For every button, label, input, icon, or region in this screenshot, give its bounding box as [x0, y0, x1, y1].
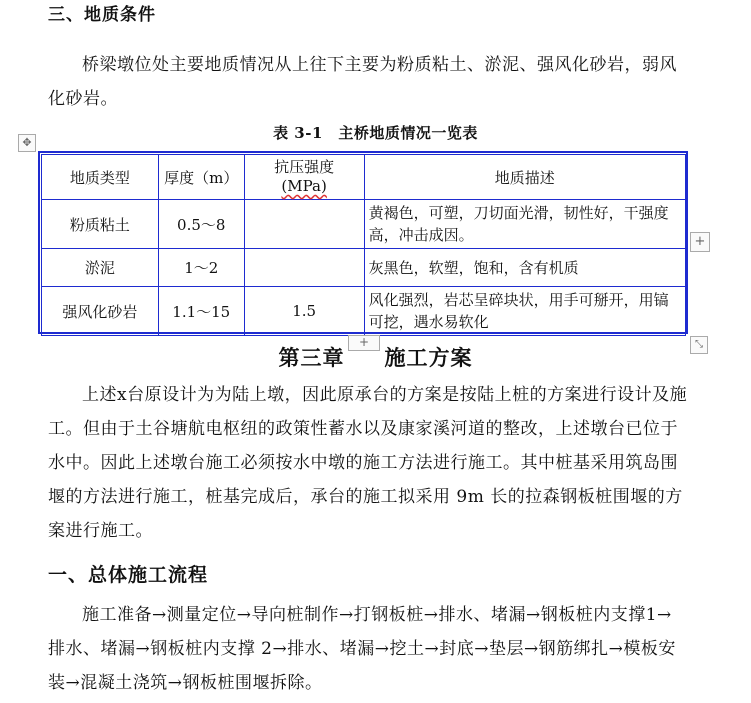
table-move-handle-icon[interactable]: ✥: [18, 134, 36, 152]
header-strength-unit: (MPa): [281, 177, 327, 195]
cell-strength[interactable]: 1.5: [244, 287, 364, 336]
process-paragraph-text: 施工准备→测量定位→导向桩制作→打钢板桩→排水、堵漏→钢板桩内支撑1→排水、堵漏→钢板桩内支撑 2→排水、堵漏→挖土→封底→垫层→钢筋绑扎→模板安装→混凝土浇筑→钢板桩围堰拆除。: [48, 605, 676, 693]
section-heading-process: 一、总体施工流程: [48, 564, 209, 586]
geology-table[interactable]: [41, 154, 686, 336]
geology-paragraph: [48, 48, 688, 116]
add-column-icon[interactable]: +: [690, 232, 710, 252]
chapter-number: 第三章: [278, 345, 345, 370]
chapter-paragraph-text: 上述x台原设计为为陆上墩，因此原承台的方案是按陆上桩的方案进行设计及施工。但由于土谷塘航电枢纽的政策性蓄水以及康家溪河道的整改，上述墩台已位于水中。因此上述墩台施工必须按水中墩的施工方法进行施工。其中桩基采用筑岛围堰的方法进行施工，桩基完成后，承台的施工拟采用 9m 长的拉森钢板桩围堰的方案进行施工。: [48, 385, 688, 541]
chapter-title: 施工方案: [384, 345, 473, 370]
cell-description[interactable]: 风化强烈，岩芯呈碎块状，用手可掰开，用镐可挖，遇水易软化: [364, 287, 685, 336]
cell-thickness[interactable]: 1.1～15: [158, 287, 244, 336]
header-strength-label: 抗压强度: [274, 158, 335, 176]
cell-strength[interactable]: [244, 200, 364, 249]
header-cell-type[interactable]: 地质类型: [42, 155, 159, 200]
cell-type[interactable]: 粉质粘土: [42, 200, 159, 249]
cell-thickness[interactable]: 1～2: [158, 249, 244, 287]
cell-type[interactable]: 淤泥: [42, 249, 159, 287]
cell-strength[interactable]: [244, 249, 364, 287]
header-cell-description[interactable]: 地质描述: [364, 155, 685, 200]
table-row: [42, 200, 686, 249]
cell-description[interactable]: 灰黑色，软塑，饱和，含有机质: [364, 249, 685, 287]
table-resize-handle-icon[interactable]: ⤡: [690, 336, 708, 354]
chapter-heading: [0, 342, 751, 372]
header-cell-strength[interactable]: [244, 155, 364, 200]
section-heading-geology: 三、地质条件: [48, 5, 156, 25]
cell-description[interactable]: 黄褐色，可塑，刀切面光滑，韧性好，干强度高，冲击成因。: [364, 200, 685, 249]
geology-paragraph-text: 桥梁墩位处主要地质情况从上往下主要为粉质粘土、淤泥、强风化砂岩，弱风化砂岩。: [48, 55, 677, 109]
table-caption: 表 3-1 主桥地质情况一览表: [273, 124, 478, 142]
table-row: [42, 249, 686, 287]
cell-type[interactable]: 强风化砂岩: [42, 287, 159, 336]
table-header-row: [42, 155, 686, 200]
cell-thickness[interactable]: 0.5～8: [158, 200, 244, 249]
process-paragraph: [48, 598, 688, 700]
header-cell-thickness[interactable]: 厚度（m）: [158, 155, 244, 200]
chapter-paragraph: [48, 378, 688, 548]
add-row-icon[interactable]: +: [348, 335, 380, 351]
table-row: [42, 287, 686, 336]
